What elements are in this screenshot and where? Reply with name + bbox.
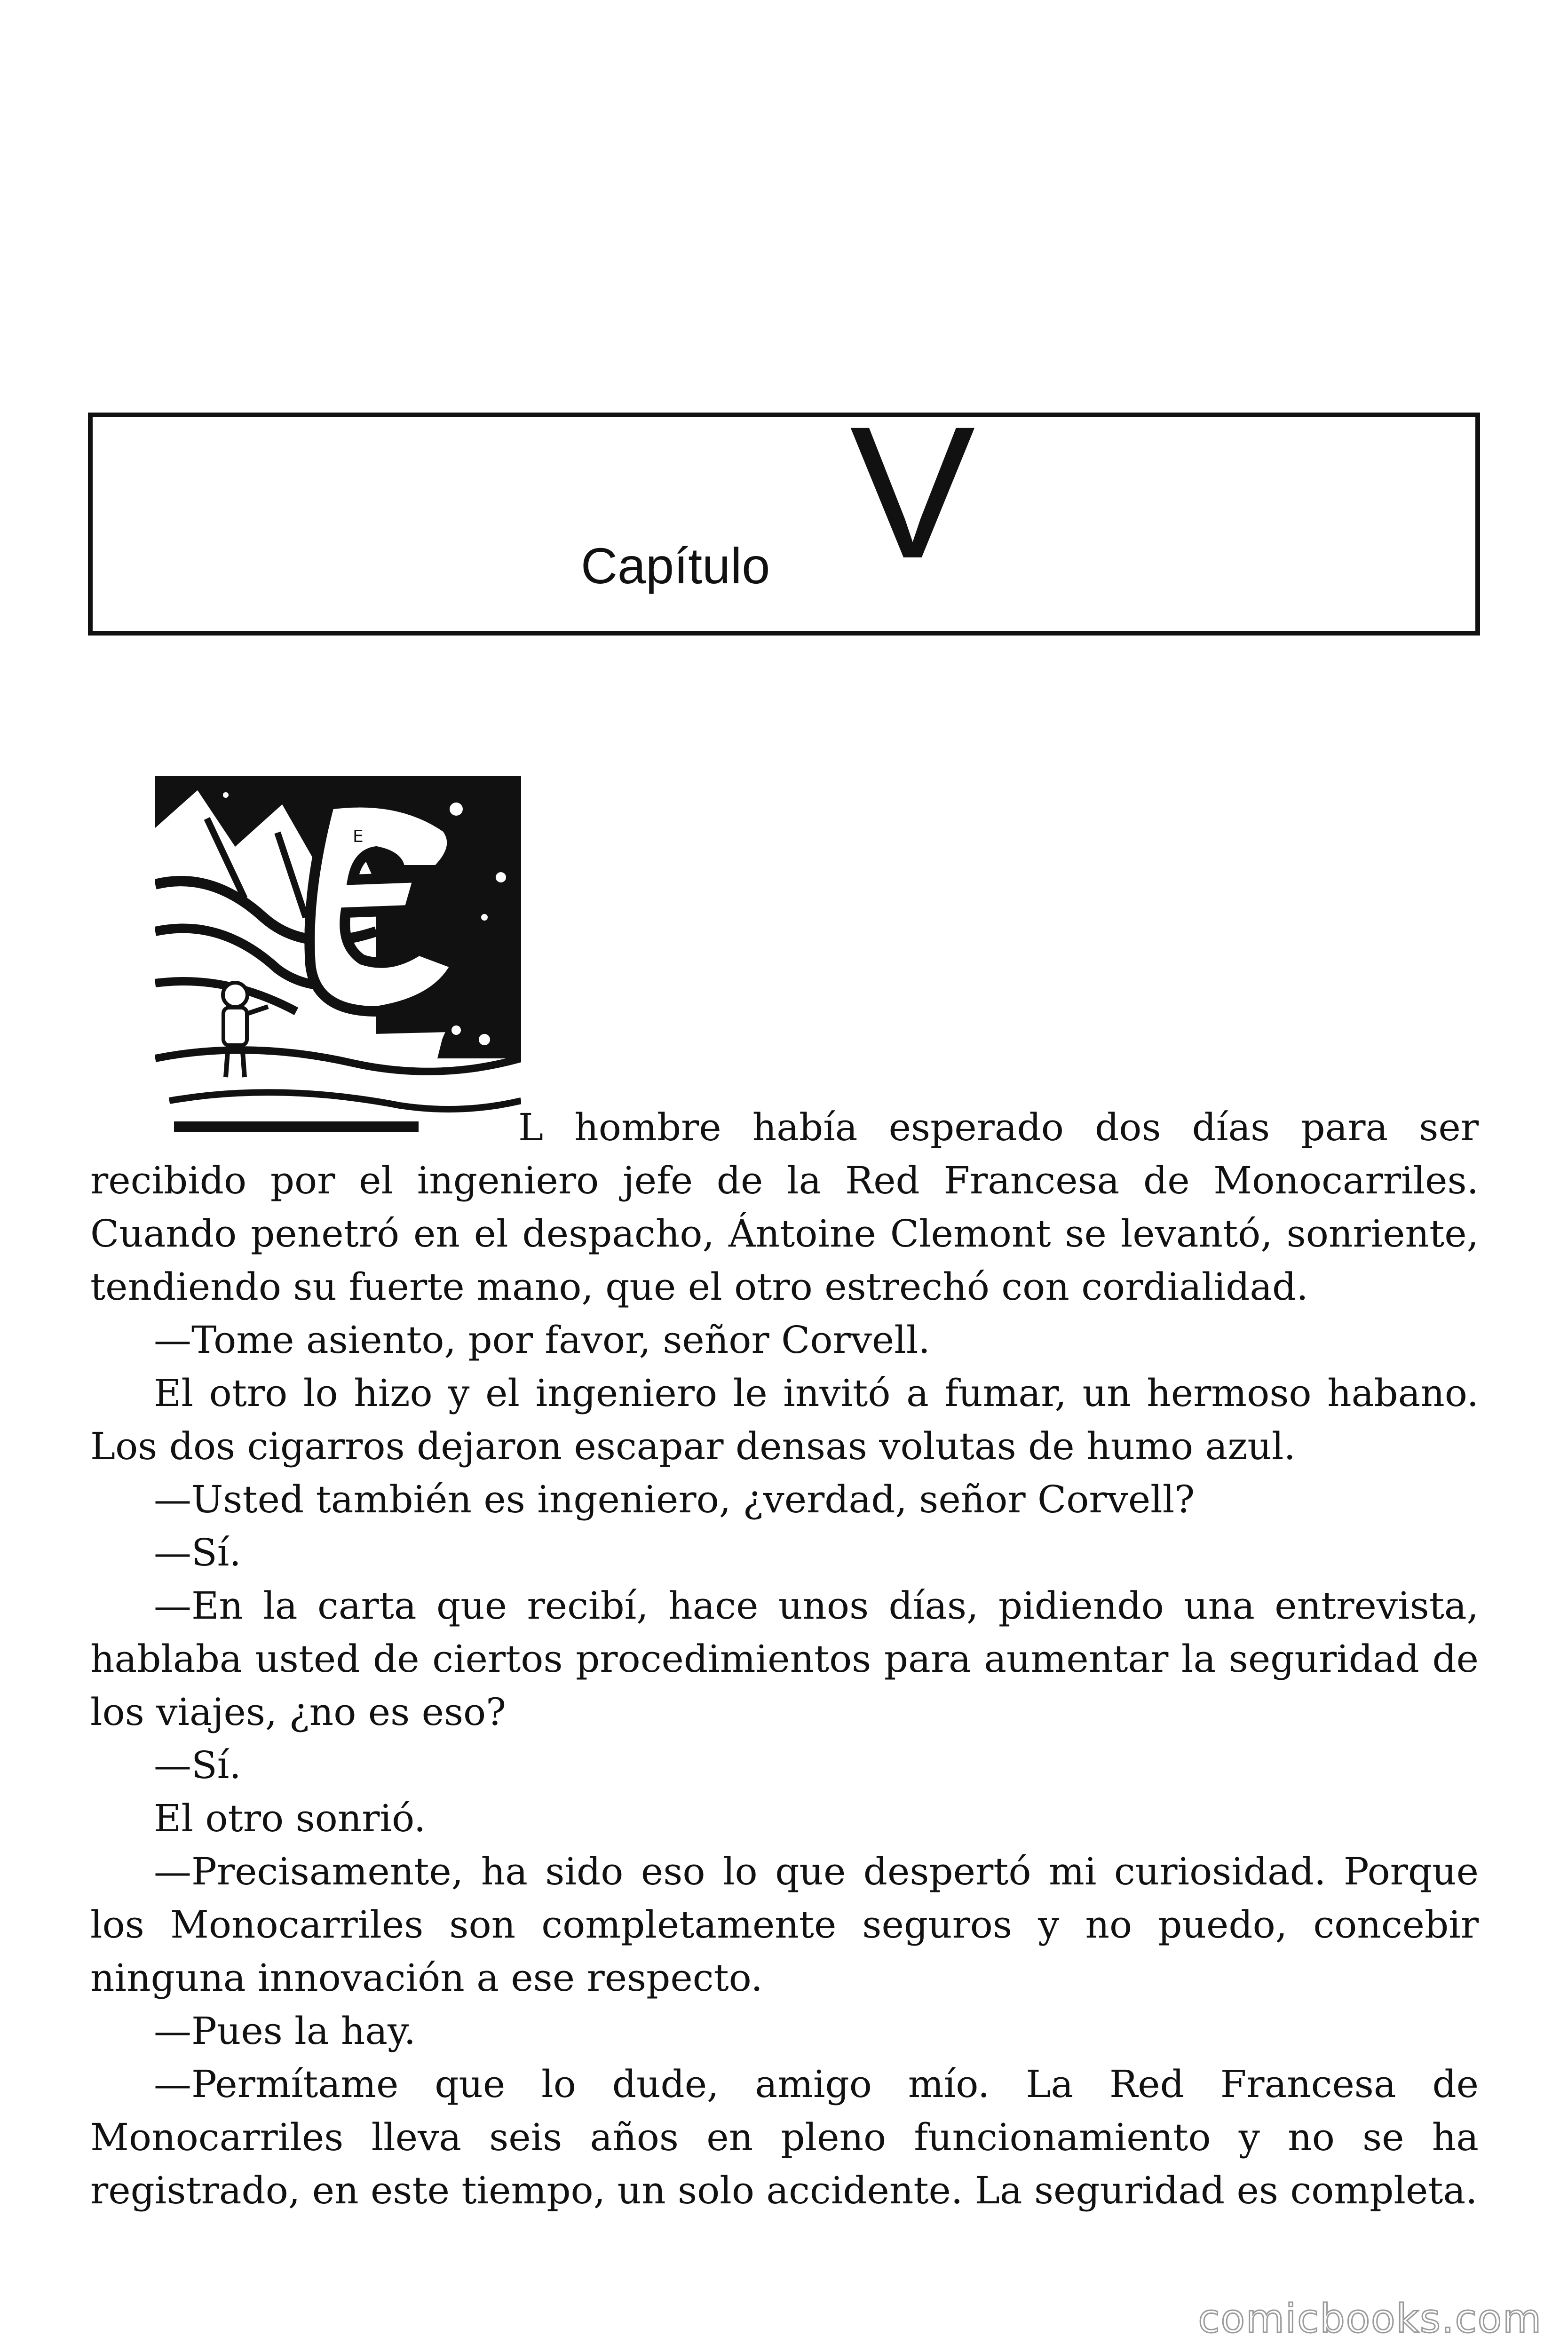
paragraph: El otro sonrió. — [154, 1796, 426, 1840]
paragraph: —Pues la hay. — [154, 2009, 416, 2053]
paragraph: —Usted también es ingeniero, ¿verdad, señor Corvell? — [154, 1478, 1195, 1521]
paragraph: El otro lo hizo y el ingeniero le invitó a fumar, un hermoso habano. Los dos cigarros dejaron escapar densas volutas de humo azul. — [90, 1371, 1479, 1468]
paragraph: —Permítame que lo dude, amigo mío. La Red Francesa de Monocarriles lleva seis años en pleno funcionamiento y no se ha registrado, en este tiempo, un solo accidente. La seguridad es completa. — [90, 2062, 1479, 2212]
drop-cap-letter: E — [353, 827, 364, 846]
chapter-label: Capítulo — [581, 537, 770, 594]
paragraph: —Sí. — [154, 1531, 241, 1574]
paragraph: —En la carta que recibí, hace unos días, pidiendo una entrevista, hablaba usted de ciertos procedimientos para aumentar la seguridad de los viajes, ¿no es eso? — [90, 1584, 1479, 1734]
watermark: comicbooks.com — [1198, 2296, 1542, 2342]
chapter-heading-box — [88, 387, 1480, 636]
paragraph: —Tome asiento, por favor, señor Corvell. — [154, 1318, 930, 1362]
body-text — [90, 1101, 1479, 2217]
chapter-number: V — [850, 387, 975, 597]
paragraph: —Sí. — [154, 1743, 241, 1787]
illustrated-drop-cap-astronaut-icon — [155, 776, 521, 1139]
paragraph: L hombre había esperado dos días para ser recibido por el ingeniero jefe de la Red Francesa de Monocarriles. Cuando penetró en el despacho, Ántoine Clemont se levantó, sonriente, tendiendo su fuerte mano, que el otro estrechó con cordialidad. — [90, 1105, 1479, 1309]
paragraph: —Precisamente, ha sido eso lo que despertó mi curiosidad. Porque los Monocarriles son completamente seguros y no puedo, concebir ninguna innovación a ese respecto. — [90, 1850, 1479, 2000]
